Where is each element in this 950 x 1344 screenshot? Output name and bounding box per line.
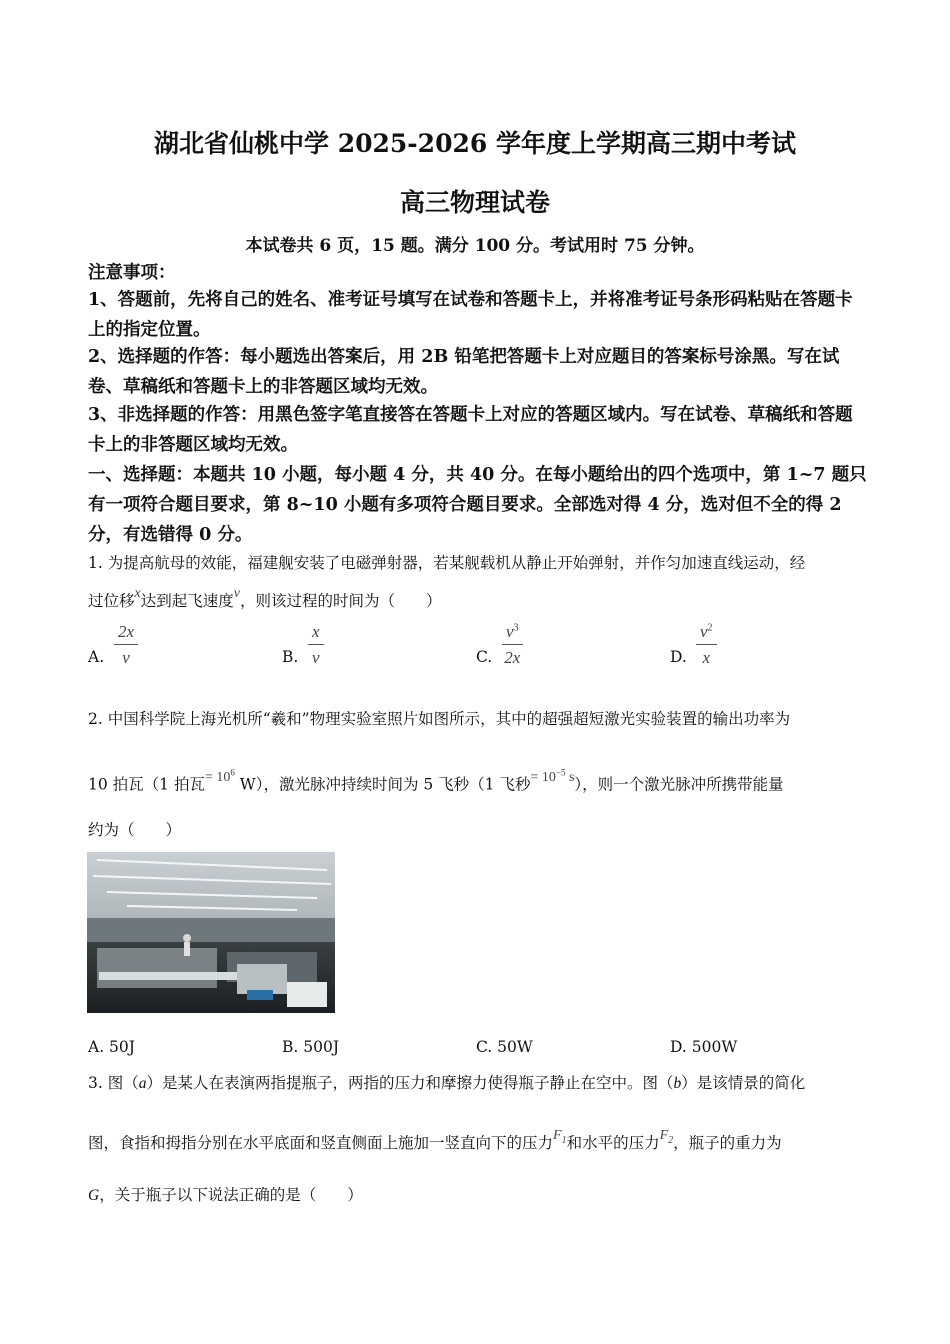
fraction: $\frac{x}{v}$ <box>308 622 324 668</box>
question-2-line-1: 2. 中国科学院上海光机所“羲和”物理实验室照片如图所示，其中的超强超短激光实验装置的输出功率为 <box>88 710 791 728</box>
var-x: x <box>134 586 141 601</box>
option-b[interactable]: B. 500J <box>282 1038 340 1056</box>
exam-info: 本试卷共 6 页，15 题。满分 100 分。考试用时 75 分钟。 <box>245 236 705 256</box>
note-item-1: 1、答题前，先将自己的姓名、准考证号填写在试卷和答题卡上，并将准考证号条形码粘贴在答题卡上的指定位置。 <box>88 290 853 340</box>
option-a[interactable]: A. 50J <box>88 1038 135 1056</box>
laser-lab-photo <box>87 852 335 1013</box>
question-1-line-1: 1. 为提高航母的效能，福建舰安装了电磁弹射器，若某舰载机从静止开始弹射，并作匀加速直线运动，经 <box>88 554 806 572</box>
notes-heading: 注意事项： <box>88 263 176 283</box>
exam-subtitle: 高三物理试卷 <box>399 188 550 217</box>
option-d[interactable]: D. 500W <box>670 1038 738 1056</box>
question-1-options <box>88 622 868 676</box>
question-2-line-3: 约为（ ） <box>88 821 182 839</box>
time-equation: = $10^{-5}$ s <box>530 767 575 785</box>
note-item-2: 2、选择题的作答：每小题选出答案后，用 2B 铅笔把答题卡上对应题目的答案标号涂黑。写在试卷、草稿纸和答题卡上的非答题区域均无效。 <box>88 347 840 397</box>
q1-text-b: 达到起飞速度 <box>140 592 234 610</box>
option-label: D. <box>670 648 687 666</box>
question-3-line-3: G，关于瓶子以下说法正确的是（ ） <box>88 1186 363 1204</box>
question-3-line-2: 图，食指和拇指分别在水平底面和竖直侧面上施加一竖直向下的压力$F_1$和水平的压力$F_2$，瓶子的重力为 <box>88 1128 782 1152</box>
question-3-line-1: 3. 图（a）是某人在表演两指提瓶子，两指的压力和摩擦力使得瓶子静止在空中。图（b）是该情景的简化 <box>88 1074 806 1092</box>
var-v: v <box>233 586 240 601</box>
fraction: $\frac{v^2}{x}$ <box>696 622 717 668</box>
note-item-3: 3、非选择题的作答：用黑色签字笔直接答在答题卡上对应的答题区域内。写在试卷、草稿纸和答题卡上的非答题区域均无效。 <box>88 405 853 455</box>
option-c[interactable]: C. 50W <box>476 1038 533 1056</box>
question-2-line-2: 10 拍瓦（1 拍瓦= $10^6$ W），激光脉冲持续时间为 5 飞秒（1 飞秒= $10^{-5}$ s），则一个激光脉冲所携带能量 <box>88 767 784 794</box>
section-instructions: 一、选择题：本题共 10 小题，每小题 4 分，共 40 分。在每小题给出的四个选项中，第 1~7 题只有一项符合题目要求，第 8~10 小题有多项符合题目要求。全部选对得 4 分，选对但不全的得 2 分，有选错得 0 分。 <box>88 465 867 545</box>
q1-text-c: ，则该过程的时间为（ ） <box>239 592 442 610</box>
q1-text-a: 过位移 <box>88 592 135 610</box>
exam-title: 湖北省仙桃中学 2025-2026 学年度上学期高三期中考试 <box>154 129 796 158</box>
option-label: C. <box>476 648 493 666</box>
force-f2: $F_2$ <box>659 1128 674 1146</box>
option-label: B. <box>282 648 299 666</box>
force-f1: $F_1$ <box>553 1128 567 1146</box>
fraction: $\frac{2x}{v}$ <box>114 622 138 668</box>
power-equation: = $10^6$ <box>204 767 235 785</box>
option-label: A. <box>88 648 105 666</box>
fraction: $\frac{v^3}{2x}$ <box>502 622 523 668</box>
question-1-line-2 <box>88 586 868 618</box>
